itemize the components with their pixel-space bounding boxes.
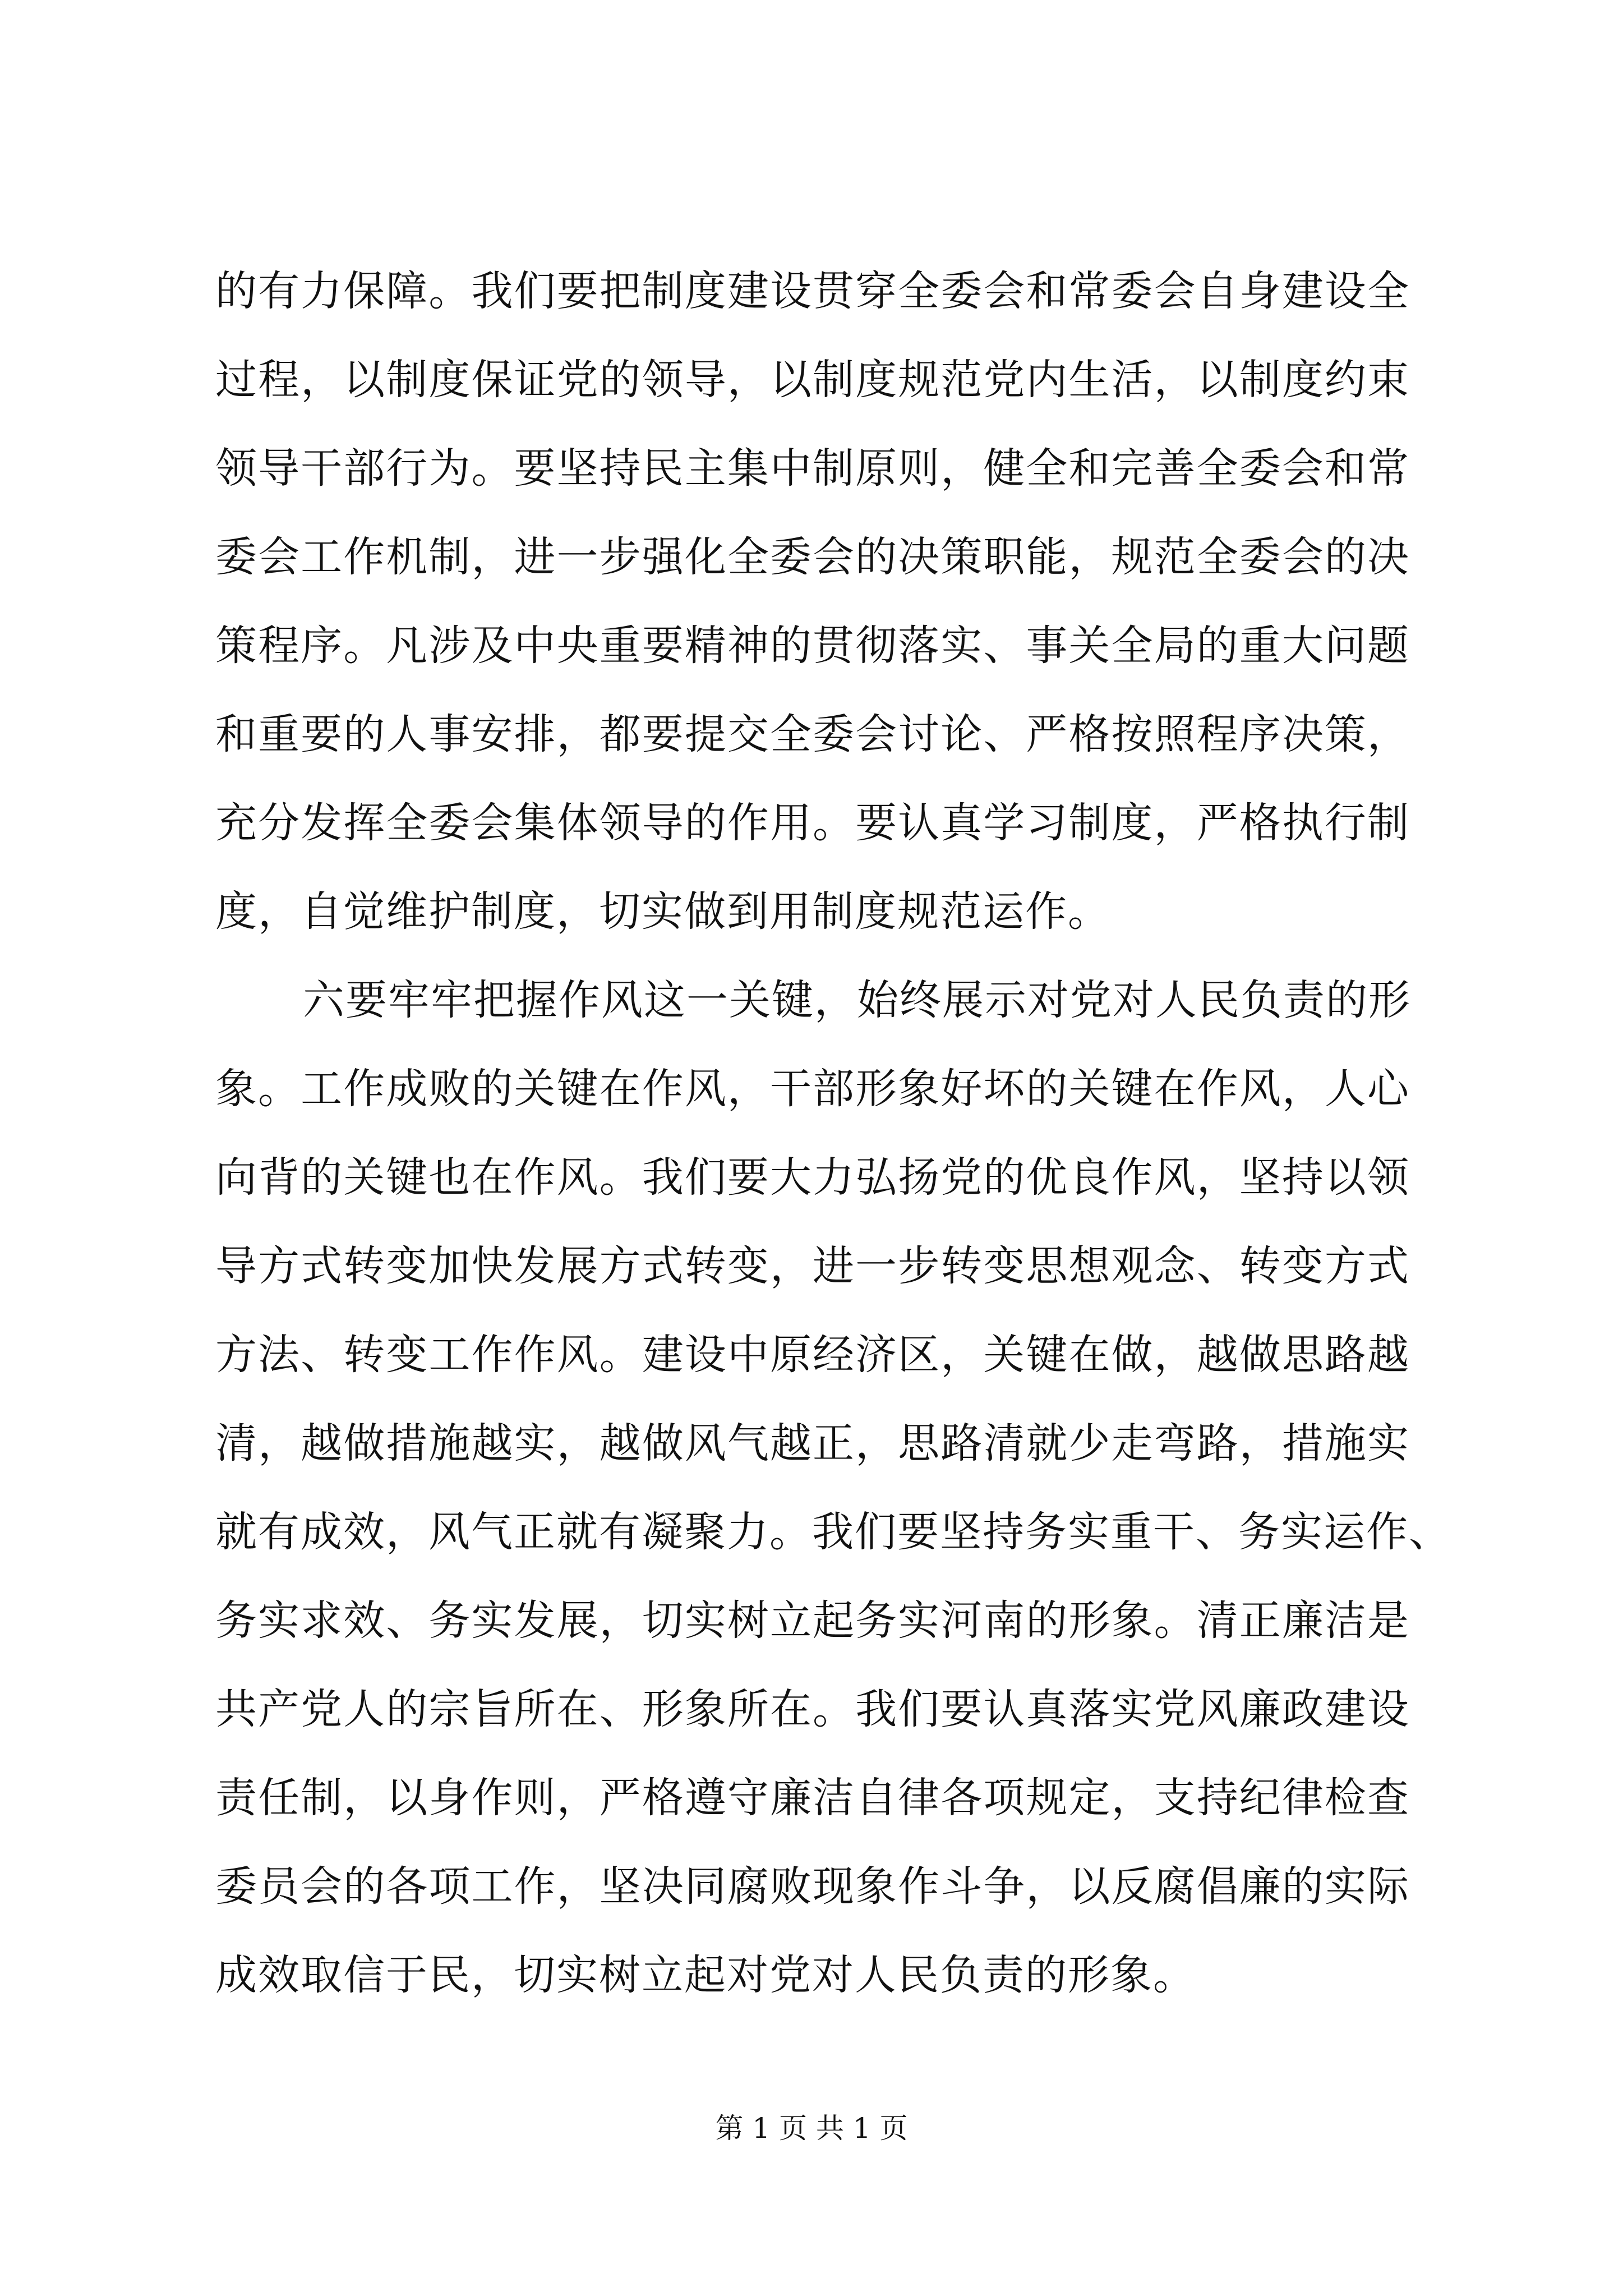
paragraph-1: [215, 247, 1410, 956]
text-line: 务实求效、务实发展，切实树立起务实河南的形象。清正廉洁是: [215, 1596, 1410, 1645]
paragraph-2: [215, 956, 1451, 2019]
text-line: 就有成效，风气正就有凝聚力。我们要坚持务实重干、务实运作、: [215, 1508, 1451, 1556]
text-line: 六要牢牢把握作风这一关键，始终展示对党对人民负责的形: [303, 976, 1411, 1024]
text-line: 清，越做措施越实，越做风气越正，思路清就少走弯路，措施实: [215, 1419, 1410, 1467]
text-line: 领导干部行为。要坚持民主集中制原则，健全和完善全委会和常: [215, 444, 1410, 493]
page-number-footer: 第 1 页 共 1 页: [715, 2112, 908, 2145]
text-line: 共产党人的宗旨所在、形象所在。我们要认真落实党风廉政建设: [215, 1685, 1410, 1733]
text-line: 充分发挥全委会集体领导的作用。要认真学习制度，严格执行制: [215, 799, 1410, 847]
text-line: 策程序。凡涉及中央重要精神的贯彻落实、事关全局的重大问题: [215, 622, 1410, 670]
text-line: 方法、转变工作作风。建设中原经济区，关键在做，越做思路越: [215, 1331, 1410, 1379]
text-line: 向背的关键也在作风。我们要大力弘扬党的优良作风，坚持以领: [215, 1153, 1410, 1202]
text-line: 导方式转变加快发展方式转变，进一步转变思想观念、转变方式: [215, 1242, 1410, 1290]
text-line: 度，自觉维护制度，切实做到用制度规范运作。: [215, 887, 1110, 936]
text-line: 成效取信于民，切实树立起对党对人民负责的形象。: [215, 1951, 1196, 1999]
document-body: [215, 247, 1451, 2019]
text-line: 委员会的各项工作，坚决同腐败现象作斗争，以反腐倡廉的实际: [215, 1862, 1410, 1911]
text-line: 的有力保障。我们要把制度建设贯穿全委会和常委会自身建设全: [215, 267, 1410, 315]
text-line: 象。工作成败的关键在作风，干部形象好坏的关键在作风，人心: [215, 1065, 1410, 1113]
text-line: 过程，以制度保证党的领导，以制度规范党内生活，以制度约束: [215, 356, 1410, 404]
text-line: 责任制，以身作则，严格遵守廉洁自律各项规定，支持纪律检查: [215, 1774, 1410, 1822]
text-line: 和重要的人事安排，都要提交全委会讨论、严格按照程序决策，: [215, 710, 1410, 758]
text-line: 委会工作机制，进一步强化全委会的决策职能，规范全委会的决: [215, 533, 1410, 581]
